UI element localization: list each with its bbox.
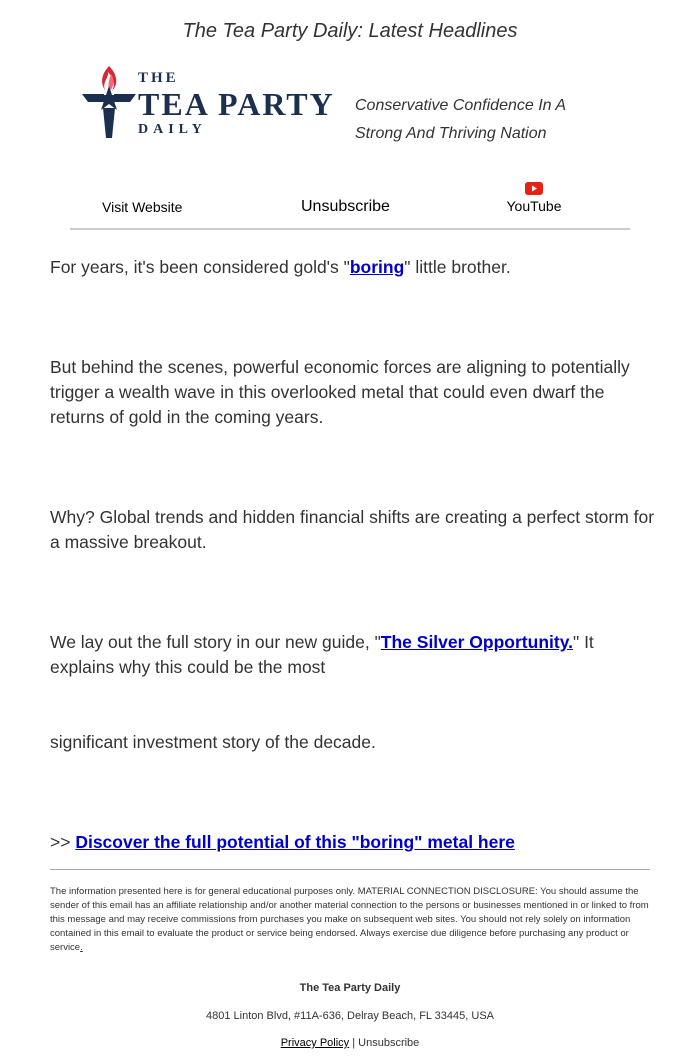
privacy-policy-link[interactable]: Privacy Policy	[280, 1037, 350, 1049]
youtube-icon	[525, 182, 543, 195]
cta-paragraph	[50, 830, 655, 855]
paragraph-3: Why? Global trends and hidden financial shifts are creating a perfect storm for a massive breakout.	[50, 507, 655, 552]
paragraph-4-text-end: " It explains why this could be the most	[50, 632, 594, 677]
paragraph-1-text-end: " little brother.	[404, 257, 511, 277]
paragraph-4	[50, 630, 655, 680]
paragraph-4-text-start: We lay out the full story in our new guide, "	[50, 632, 381, 652]
tea-party-daily-logo[interactable]	[82, 64, 335, 144]
tagline-line-2: Strong And Thriving Nation	[355, 125, 547, 142]
logo-daily: DAILY	[138, 122, 207, 137]
header-title: The Tea Party Daily: Latest Headlines	[182, 20, 518, 42]
footer-address: 4801 Linton Blvd, #11A-636, Delray Beach, FL 33445, USA	[205, 1010, 494, 1022]
footer-company-name: The Tea Party Daily	[299, 982, 401, 994]
youtube-link[interactable]	[498, 182, 570, 214]
logo-the: THE	[138, 70, 179, 86]
tagline	[355, 92, 635, 148]
header-nav	[70, 180, 630, 230]
paragraph-1-text-start: For years, it's been considered gold's "	[50, 257, 350, 277]
boring-link[interactable]: boring	[349, 257, 405, 277]
cta-prefix: >>	[50, 832, 76, 852]
disclaimer	[50, 885, 650, 955]
footer-unsubscribe-link[interactable]: Unsubscribe	[358, 1037, 420, 1049]
disclaimer-text: The information presented here is for general educational purposes only. MATERIAL CONNECTION DISCLOSURE: You should assume the sender of this email has an affiliate relationship and/or another material connection to the persons or businesses mentioned in or linked to from this message and may receive commissions from purchases you make on subsequent web sites. You should not rely solely on information contained in this email to evaluate the product or service being endorsed. Always exercise due diligence before purchasing any product or service	[50, 886, 649, 953]
divider	[50, 869, 650, 870]
footer-links	[0, 1037, 700, 1049]
footer-separator: |	[349, 1037, 359, 1049]
visit-website-link[interactable]: Visit Website	[102, 199, 183, 215]
tagline-line-1: Conservative Confidence In A	[355, 97, 567, 114]
silver-opportunity-link[interactable]: The Silver Opportunity.	[380, 632, 573, 652]
torch-star-icon	[82, 64, 136, 142]
unsubscribe-link[interactable]: Unsubscribe	[301, 198, 390, 215]
paragraph-2: But behind the scenes, powerful economic forces are aligning to potentially trigger a wealth wave in this overlooked metal that could even dwarf the returns of gold in the coming years.	[50, 357, 630, 427]
youtube-label: YouTube	[506, 198, 562, 214]
logo-tea-party: TEA PARTY	[138, 86, 335, 122]
discover-cta-link[interactable]: Discover the full potential of this "boring" metal here	[75, 832, 515, 852]
disclaimer-period: .	[80, 942, 83, 953]
paragraph-1	[50, 255, 655, 280]
paragraph-5: significant investment story of the decade.	[50, 732, 376, 752]
email-body	[50, 255, 655, 855]
